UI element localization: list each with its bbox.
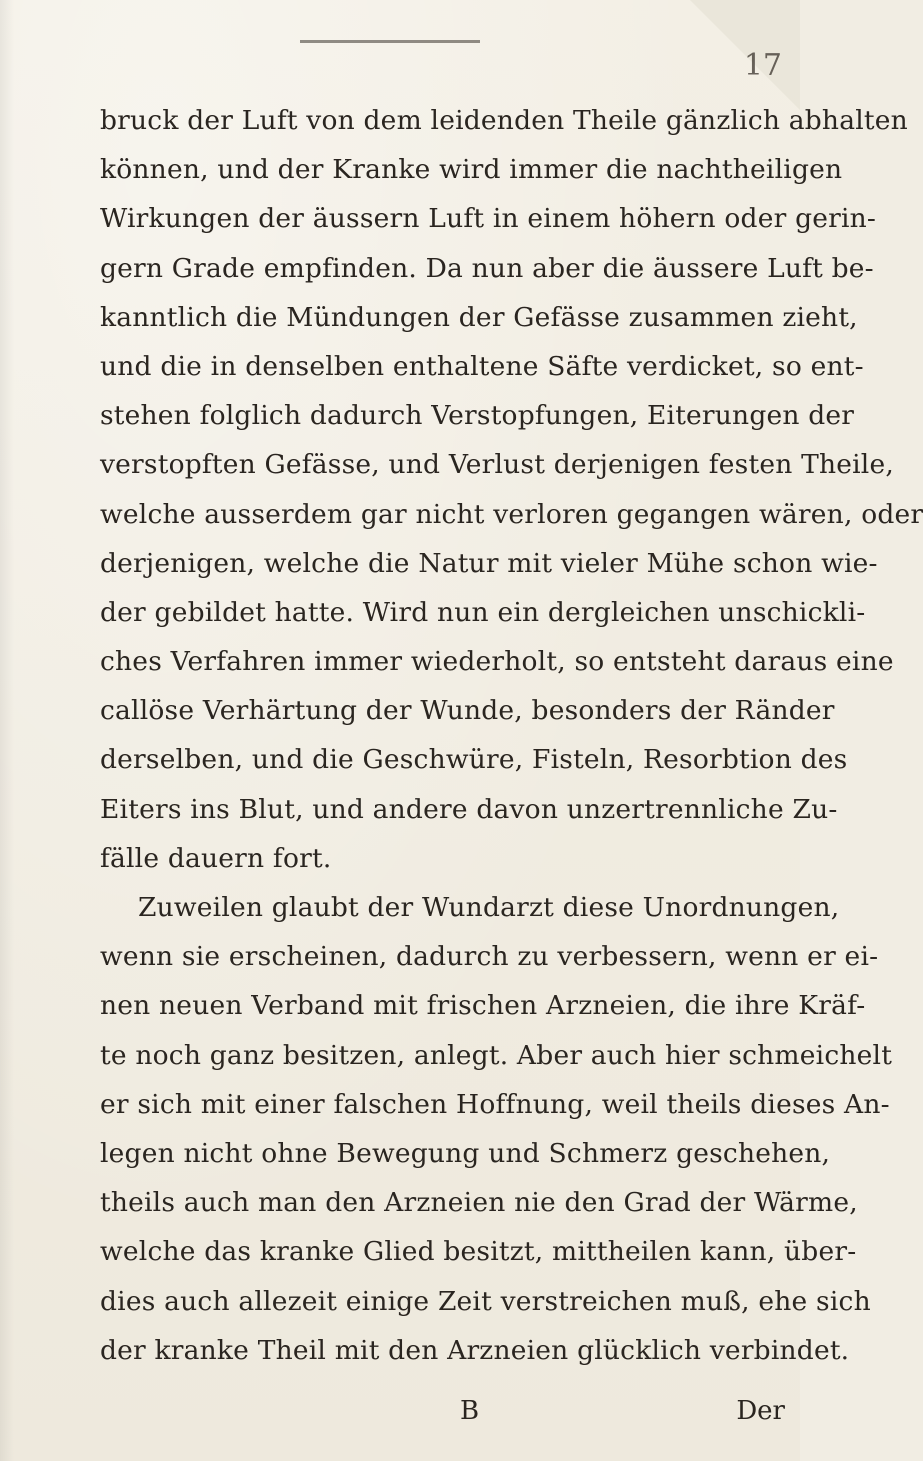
page-number: 17 [743, 48, 782, 83]
text-line: te noch ganz besitzen, anlegt. Aber auch hier schmeichelt [100, 1039, 893, 1071]
text-line: legen nicht ohne Bewegung und Schmerz geschehen, [100, 1137, 831, 1169]
text-line: stehen folglich dadurch Verstopfungen, Eiterungen der [100, 400, 855, 432]
text-line: wenn sie erscheinen, dadurch zu verbessern, wenn er ei- [100, 941, 879, 973]
text-line: können, und der Kranke wird immer die nachtheiligen [100, 154, 843, 186]
signature-mark: B [460, 1396, 480, 1426]
text-line: dies auch allezeit einige Zeit verstreichen muß, ehe sich [100, 1285, 871, 1317]
text-line: gern Grade empfinden. Da nun aber die äussere Luft be- [100, 252, 874, 284]
text-line: Wirkungen der äussern Luft in einem höhern oder gerin- [100, 203, 877, 235]
text-line: nen neuen Verband mit frischen Arzneien, die ihre Kräf- [100, 990, 866, 1022]
catchword: Der [736, 1396, 785, 1426]
text-line: derselben, und die Geschwüre, Fisteln, Resorbtion des [100, 744, 848, 776]
text-line: derjenigen, welche die Natur mit vieler Mühe schon wie- [100, 547, 878, 579]
text-line: verstopften Gefässe, und Verlust derjenigen festen Theile, [100, 449, 894, 481]
text-line: fälle dauern fort. [100, 842, 332, 874]
text-line: bruck der Luft von dem leidenden Theile gänzlich abhalten [100, 105, 908, 136]
text-line: theils auch man den Arzneien nie den Grad der Wärme, [100, 1187, 858, 1219]
text-line: der gebildet hatte. Wird nun ein dergleichen unschickli- [100, 596, 866, 628]
text-line: callöse Verhärtung der Wunde, besonders der Ränder [100, 695, 835, 727]
body-text [100, 96, 923, 1375]
text-line: welche ausserdem gar nicht verloren gegangen wären, oder [100, 498, 923, 530]
text-line: welche das kranke Glied besitzt, mittheilen kann, über- [100, 1236, 857, 1268]
text-line: kanntlich die Mündungen der Gefässe zusammen zieht, [100, 301, 858, 333]
text-line: und die in denselben enthaltene Säfte verdicket, so ent- [100, 350, 864, 382]
text-line: er sich mit einer falschen Hoffnung, weil theils dieses An- [100, 1088, 890, 1120]
header-rule [300, 40, 480, 43]
text-line: ches Verfahren immer wiederholt, so entsteht daraus eine [100, 646, 894, 678]
text-line: Eiters ins Blut, und andere davon unzertrennliche Zu- [100, 793, 838, 825]
page-footer [100, 1396, 785, 1440]
page-edge-shadow [0, 0, 14, 1461]
text-line: der kranke Theil mit den Arzneien glücklich verbindet. [100, 1334, 850, 1366]
text-line: Zuweilen glaubt der Wundarzt diese Unordnungen, [138, 892, 840, 923]
